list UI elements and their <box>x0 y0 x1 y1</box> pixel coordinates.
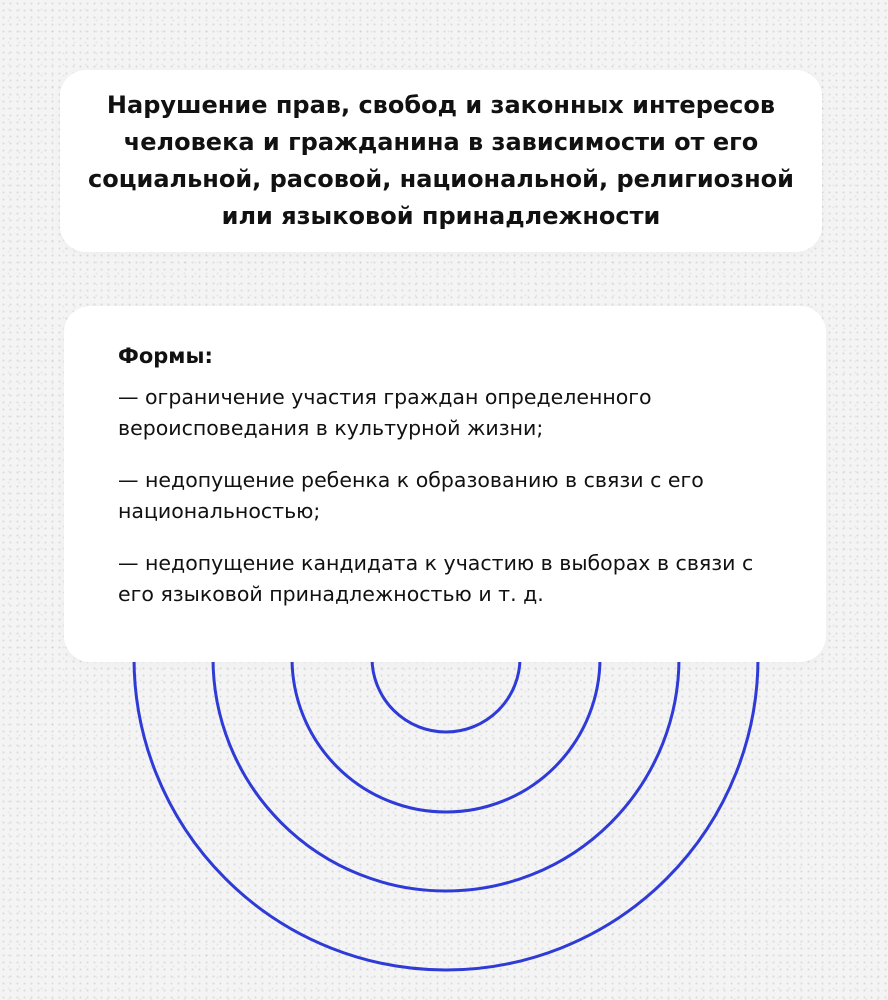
forms-item: — недопущение кандидата к участию в выборах в связи с его языковой принадлежностью и т. д. <box>118 551 754 606</box>
page-title: Нарушение прав, свобод и законных интересов человека и гражданина в зависимости от его социальной, расовой, национальной, религиозной или языковой принадлежности <box>88 91 794 230</box>
forms-list <box>118 382 786 610</box>
forms-item: — ограничение участия граждан определенного вероисповедания в культурной жизни; <box>118 385 652 440</box>
forms-card <box>64 306 826 662</box>
forms-heading: Формы: <box>118 344 213 368</box>
title-card <box>60 70 822 252</box>
forms-item: — недопущение ребенка к образованию в связи с его национальностью; <box>118 468 704 523</box>
